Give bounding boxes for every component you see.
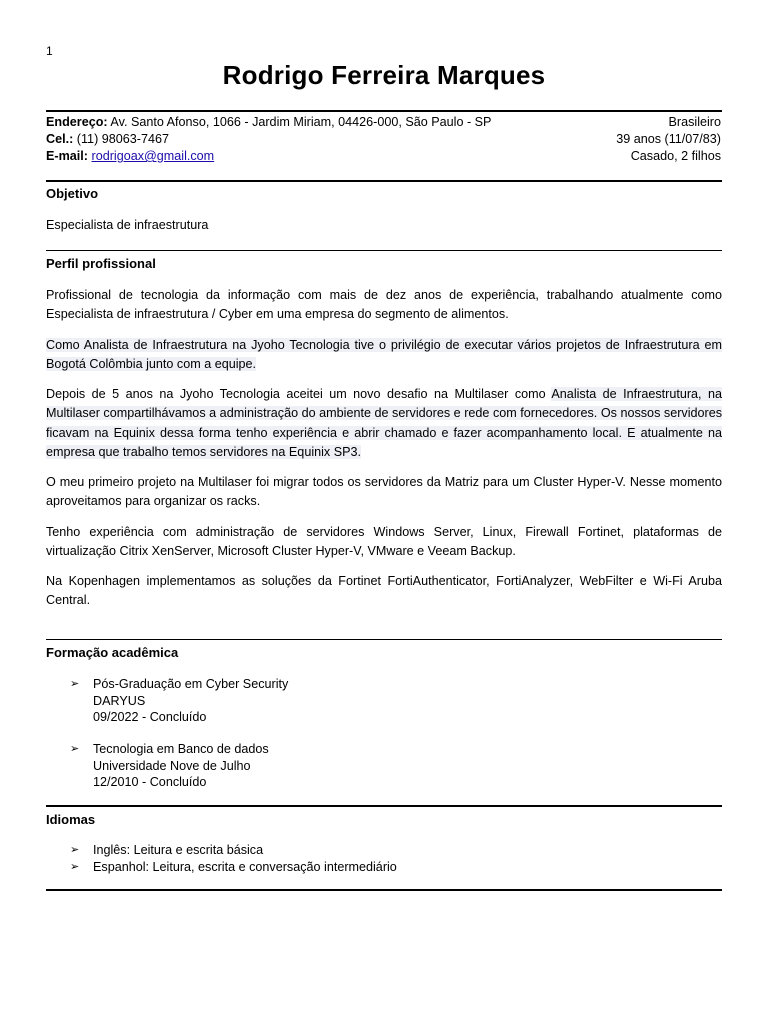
candidate-name: Rodrigo Ferreira Marques (222, 60, 546, 90)
list-item (70, 842, 710, 859)
list-item (70, 859, 710, 876)
arrow-bullet-icon: ➢ (70, 743, 80, 755)
course-status: 12/2010 - Concluído (93, 775, 207, 789)
profile-paragraph (46, 336, 722, 375)
address-line (46, 114, 491, 131)
email-link[interactable]: rodrigoax@gmail.com (91, 149, 215, 163)
divider (46, 889, 722, 891)
language-entry: Espanhol: Leitura, escrita e conversação intermediário (93, 859, 397, 874)
divider (46, 110, 722, 112)
profile-paragraph: O meu primeiro projeto na Multilaser foi migrar todos os servidores da Matriz para um Cluster Hyper-V. Nesse momento aproveitamos para organizar os racks. (46, 475, 722, 509)
divider (46, 805, 722, 807)
languages-title: Idiomas (46, 812, 96, 827)
education-title: Formação acadêmica (46, 645, 179, 660)
nationality: Brasileiro (668, 115, 721, 129)
languages-list (70, 842, 710, 875)
profile-paragraph: Tenho experiência com administração de servidores Windows Server, Linux, Firewall Fortinet, plataformas de virtualização Citrix XenServer, Microsoft Cluster Hyper-V, VMware e Veeam Backup. (46, 525, 722, 559)
address-value: Av. Santo Afonso, 1066 - Jardim Miriam, 04426-000, São Paulo - SP (110, 115, 492, 129)
course-name: Pós-Graduação em Cyber Security (93, 677, 289, 691)
contact-info (46, 114, 491, 165)
arrow-bullet-icon: ➢ (70, 844, 80, 856)
phone-value: (11) 98063-7467 (76, 132, 169, 146)
list-item (70, 741, 710, 791)
profile-paragraph-highlight: Analista de Infraestrutura, na Multilaser compartilhávamos a administração do ambiente de servidores e rede com fornecedores. Os nossos servidores ficavam na Equinix dessa forma tenho experiência e abrir chamado e fazer acompanhamento local. E atualmente na empresa que trabalho temos servidores na Equinix SP3. (46, 387, 723, 459)
list-item (70, 676, 710, 726)
course-name: Tecnologia em Banco de dados (93, 742, 269, 756)
institution-name: Universidade Nove de Julho (93, 758, 251, 773)
language-entry: Inglês: Leitura e escrita básica (93, 843, 264, 857)
profile-title: Perfil profissional (46, 256, 156, 271)
profile-paragraph-text: Como Analista de Infraestrutura na Jyoho Tecnologia tive o privilégio de executar vários projetos de Infraestrutura em Bogotá Colômbia junto com a equipe. (46, 338, 722, 372)
divider (46, 250, 722, 251)
arrow-bullet-icon: ➢ (70, 860, 80, 873)
institution-name: DARYUS (93, 693, 146, 708)
address-label: Endereço: (46, 115, 108, 129)
course-status: 09/2022 - Concluído (93, 710, 207, 724)
phone-label: Cel.: (46, 132, 74, 146)
education-item (70, 741, 710, 791)
objective-text: Especialista de infraestrutura (46, 218, 209, 232)
profile-paragraph (46, 385, 722, 462)
arrow-bullet-icon: ➢ (70, 678, 80, 690)
profile-paragraph: Na Kopenhagen implementamos as soluções da Fortinet FortiAuthenticator, FortiAnalyzer, WebFilter e Wi-Fi Aruba Central. (46, 574, 722, 608)
email-label: E-mail: (46, 149, 88, 163)
marital-status: Casado, 2 filhos (630, 149, 721, 163)
page-number: 1 (46, 44, 53, 58)
education-item (70, 676, 710, 726)
profile-paragraph: Profissional de tecnologia da informação com mais de dez anos de experiência, trabalhando atualmente como Especialista de infraestrutura / Cyber em uma empresa do segmento de alimentos. (46, 288, 722, 322)
profile-paragraph-text: Depois de 5 anos na Jyoho Tecnologia aceitei um novo desafio na Multilaser como (46, 387, 552, 401)
phone-line (46, 131, 491, 148)
objective-title: Objetivo (46, 186, 99, 201)
divider (46, 180, 722, 182)
age: 39 anos (11/07/83) (616, 132, 721, 146)
divider (46, 639, 722, 640)
email-line (46, 148, 491, 165)
personal-info (616, 114, 721, 165)
